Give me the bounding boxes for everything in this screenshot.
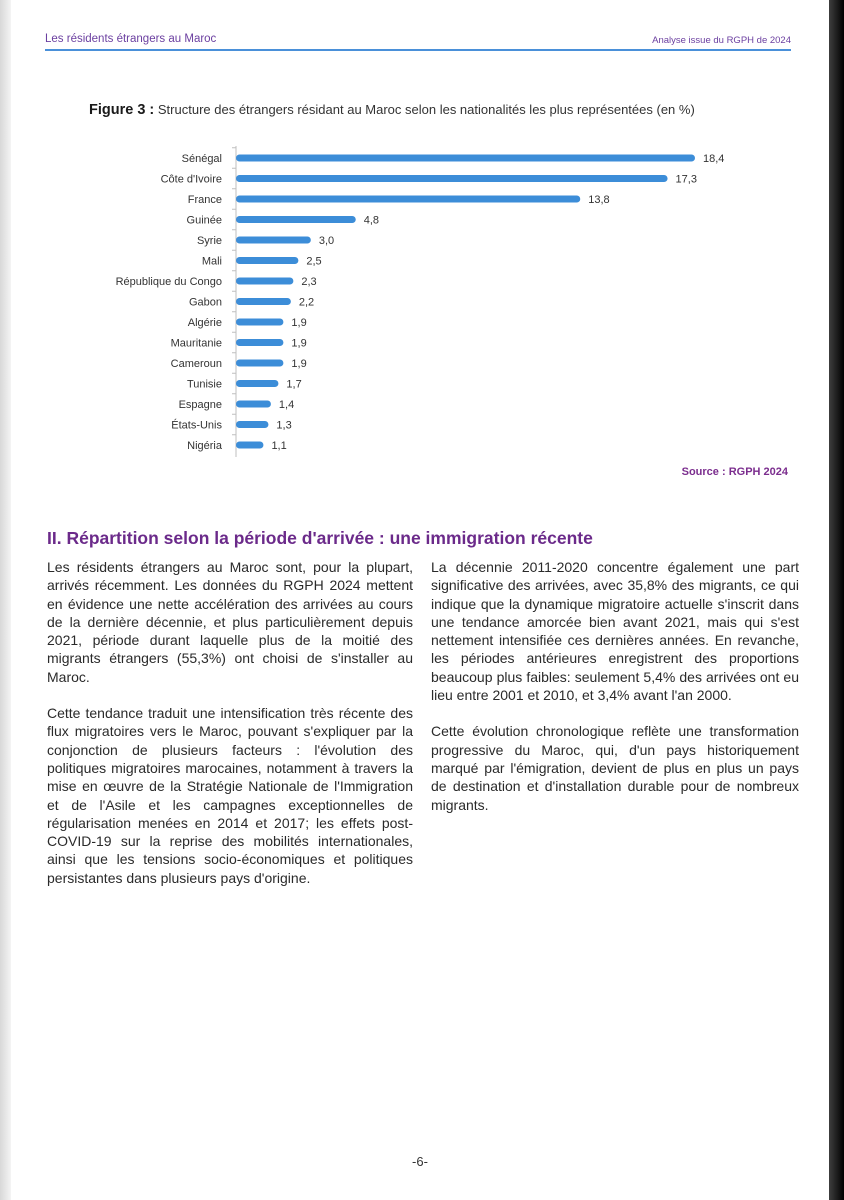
category-label: Syrie bbox=[196, 235, 222, 247]
bar bbox=[236, 360, 283, 367]
category-label: Algérie bbox=[187, 317, 222, 329]
data-label: 3,0 bbox=[318, 235, 335, 247]
bar bbox=[236, 257, 298, 264]
data-label: 4,8 bbox=[363, 214, 380, 227]
category-label: Gabon bbox=[188, 296, 222, 309]
bar bbox=[236, 421, 268, 428]
data-label: 1,9 bbox=[291, 337, 307, 350]
header-right-title: Analyse issue du RGPH de 2024 bbox=[652, 35, 791, 46]
bar bbox=[236, 298, 291, 305]
bar bbox=[236, 196, 580, 203]
text-column-left bbox=[47, 558, 413, 905]
bar bbox=[236, 380, 278, 387]
page-left-margin bbox=[0, 0, 11, 1200]
category-label: États-Unis bbox=[171, 419, 222, 432]
paragraph: La décennie 2011-2020 concentre également une part significative des arrivées, avec 35,8% des migrants, ce qui indique que la dynamique migratoire actuelle s'inscrit dans une tendance amorcée bien avant 2021, mais qui s'est nettement intensifiée ces dernières années. En revanche, les périodes antérieures enregistrent des proportions beaucoup plus faibles: seulement 5,4% des arrivées ont eu lieu entre 2001 et 2010, et 3,4% avant l'an 2000. bbox=[431, 559, 799, 704]
data-label: 1,7 bbox=[286, 378, 302, 391]
figure-caption: Structure des étrangers résidant au Maroc selon les nationalités les plus représentées (en %) bbox=[157, 102, 695, 117]
bar bbox=[236, 319, 283, 326]
category-label: Tunisie bbox=[186, 378, 222, 391]
page-right-shadow bbox=[829, 0, 844, 1200]
category-label: Nigéria bbox=[187, 440, 222, 452]
paragraph: Cette tendance traduit une intensification très récente des flux migratoires vers le Maroc, pouvant s'expliquer par la conjonction de plusieurs facteurs : l'évolution des politiques migratoires marocaines, notamment à travers la mise en œuvre de la Stratégie Nationale de l'Immigration et de l'Asile et les campagnes exceptionnelles de régularisation menées en 2014 et 2017; les effets post-COVID-19 sur la reprise des mobilités internationales, ainsi que les tensions socio-économiques et politiques persistantes dans plusieurs pays d'origine. bbox=[47, 705, 413, 886]
category-label: Mali bbox=[201, 255, 222, 268]
category-label: Mauritanie bbox=[170, 337, 222, 350]
data-label: 17,3 bbox=[675, 173, 697, 186]
data-label: 13,8 bbox=[588, 194, 610, 206]
header-left-title: Les résidents étrangers au Maroc bbox=[45, 33, 217, 45]
bar bbox=[236, 175, 668, 182]
category-label: Guinée bbox=[186, 214, 222, 227]
data-label: 1,9 bbox=[291, 317, 307, 329]
data-label: 2,5 bbox=[306, 255, 322, 268]
bar bbox=[236, 155, 695, 162]
document-page bbox=[11, 0, 829, 1200]
category-label: Sénégal bbox=[181, 153, 222, 165]
data-label: 1,3 bbox=[276, 419, 292, 432]
page-number: -6- bbox=[412, 1154, 428, 1169]
bar bbox=[236, 237, 311, 244]
header-rule bbox=[45, 49, 791, 51]
figure-source: Source : RGPH 2024 bbox=[681, 466, 788, 478]
figure-label: Figure 3 : bbox=[89, 102, 155, 118]
category-label: France bbox=[187, 194, 222, 206]
category-label: Cameroun bbox=[170, 358, 222, 370]
bar bbox=[236, 278, 293, 285]
text-column-right bbox=[431, 558, 799, 832]
data-label: 2,3 bbox=[301, 276, 317, 288]
data-label: 1,4 bbox=[278, 399, 295, 411]
bar bbox=[236, 339, 283, 346]
category-label: Côte d'Ivoire bbox=[160, 173, 222, 186]
data-label: 18,4 bbox=[703, 153, 725, 165]
bar bbox=[236, 401, 271, 408]
bar bbox=[236, 442, 263, 449]
category-label: République du Congo bbox=[115, 276, 222, 288]
data-label: 1,9 bbox=[291, 358, 307, 370]
data-label: 1,1 bbox=[271, 440, 287, 452]
category-label: Espagne bbox=[178, 399, 222, 411]
data-label: 2,2 bbox=[298, 296, 315, 309]
bar-chart bbox=[11, 140, 829, 460]
paragraph: Cette évolution chronologique reflète une transformation progressive du Maroc, qui, d'un pays historiquement marqué par l'émigration, devient de plus en plus un pays de destination et d'installation durable pour de nombreux migrants. bbox=[431, 723, 799, 813]
bar bbox=[236, 216, 356, 223]
paragraph: Les résidents étrangers au Maroc sont, pour la plupart, arrivés récemment. Les données du RGPH 2024 mettent en évidence une nette accélération des arrivées au cours de la dernière décennie, et plus particulièrement depuis 2021, période durant laquelle plus de la moitié des migrants étrangers (55,3%) ont choisi de s'installer au Maroc. bbox=[47, 559, 413, 685]
figure-title bbox=[89, 102, 695, 118]
section-title: II. Répartition selon la période d'arrivée : une immigration récente bbox=[47, 528, 593, 548]
